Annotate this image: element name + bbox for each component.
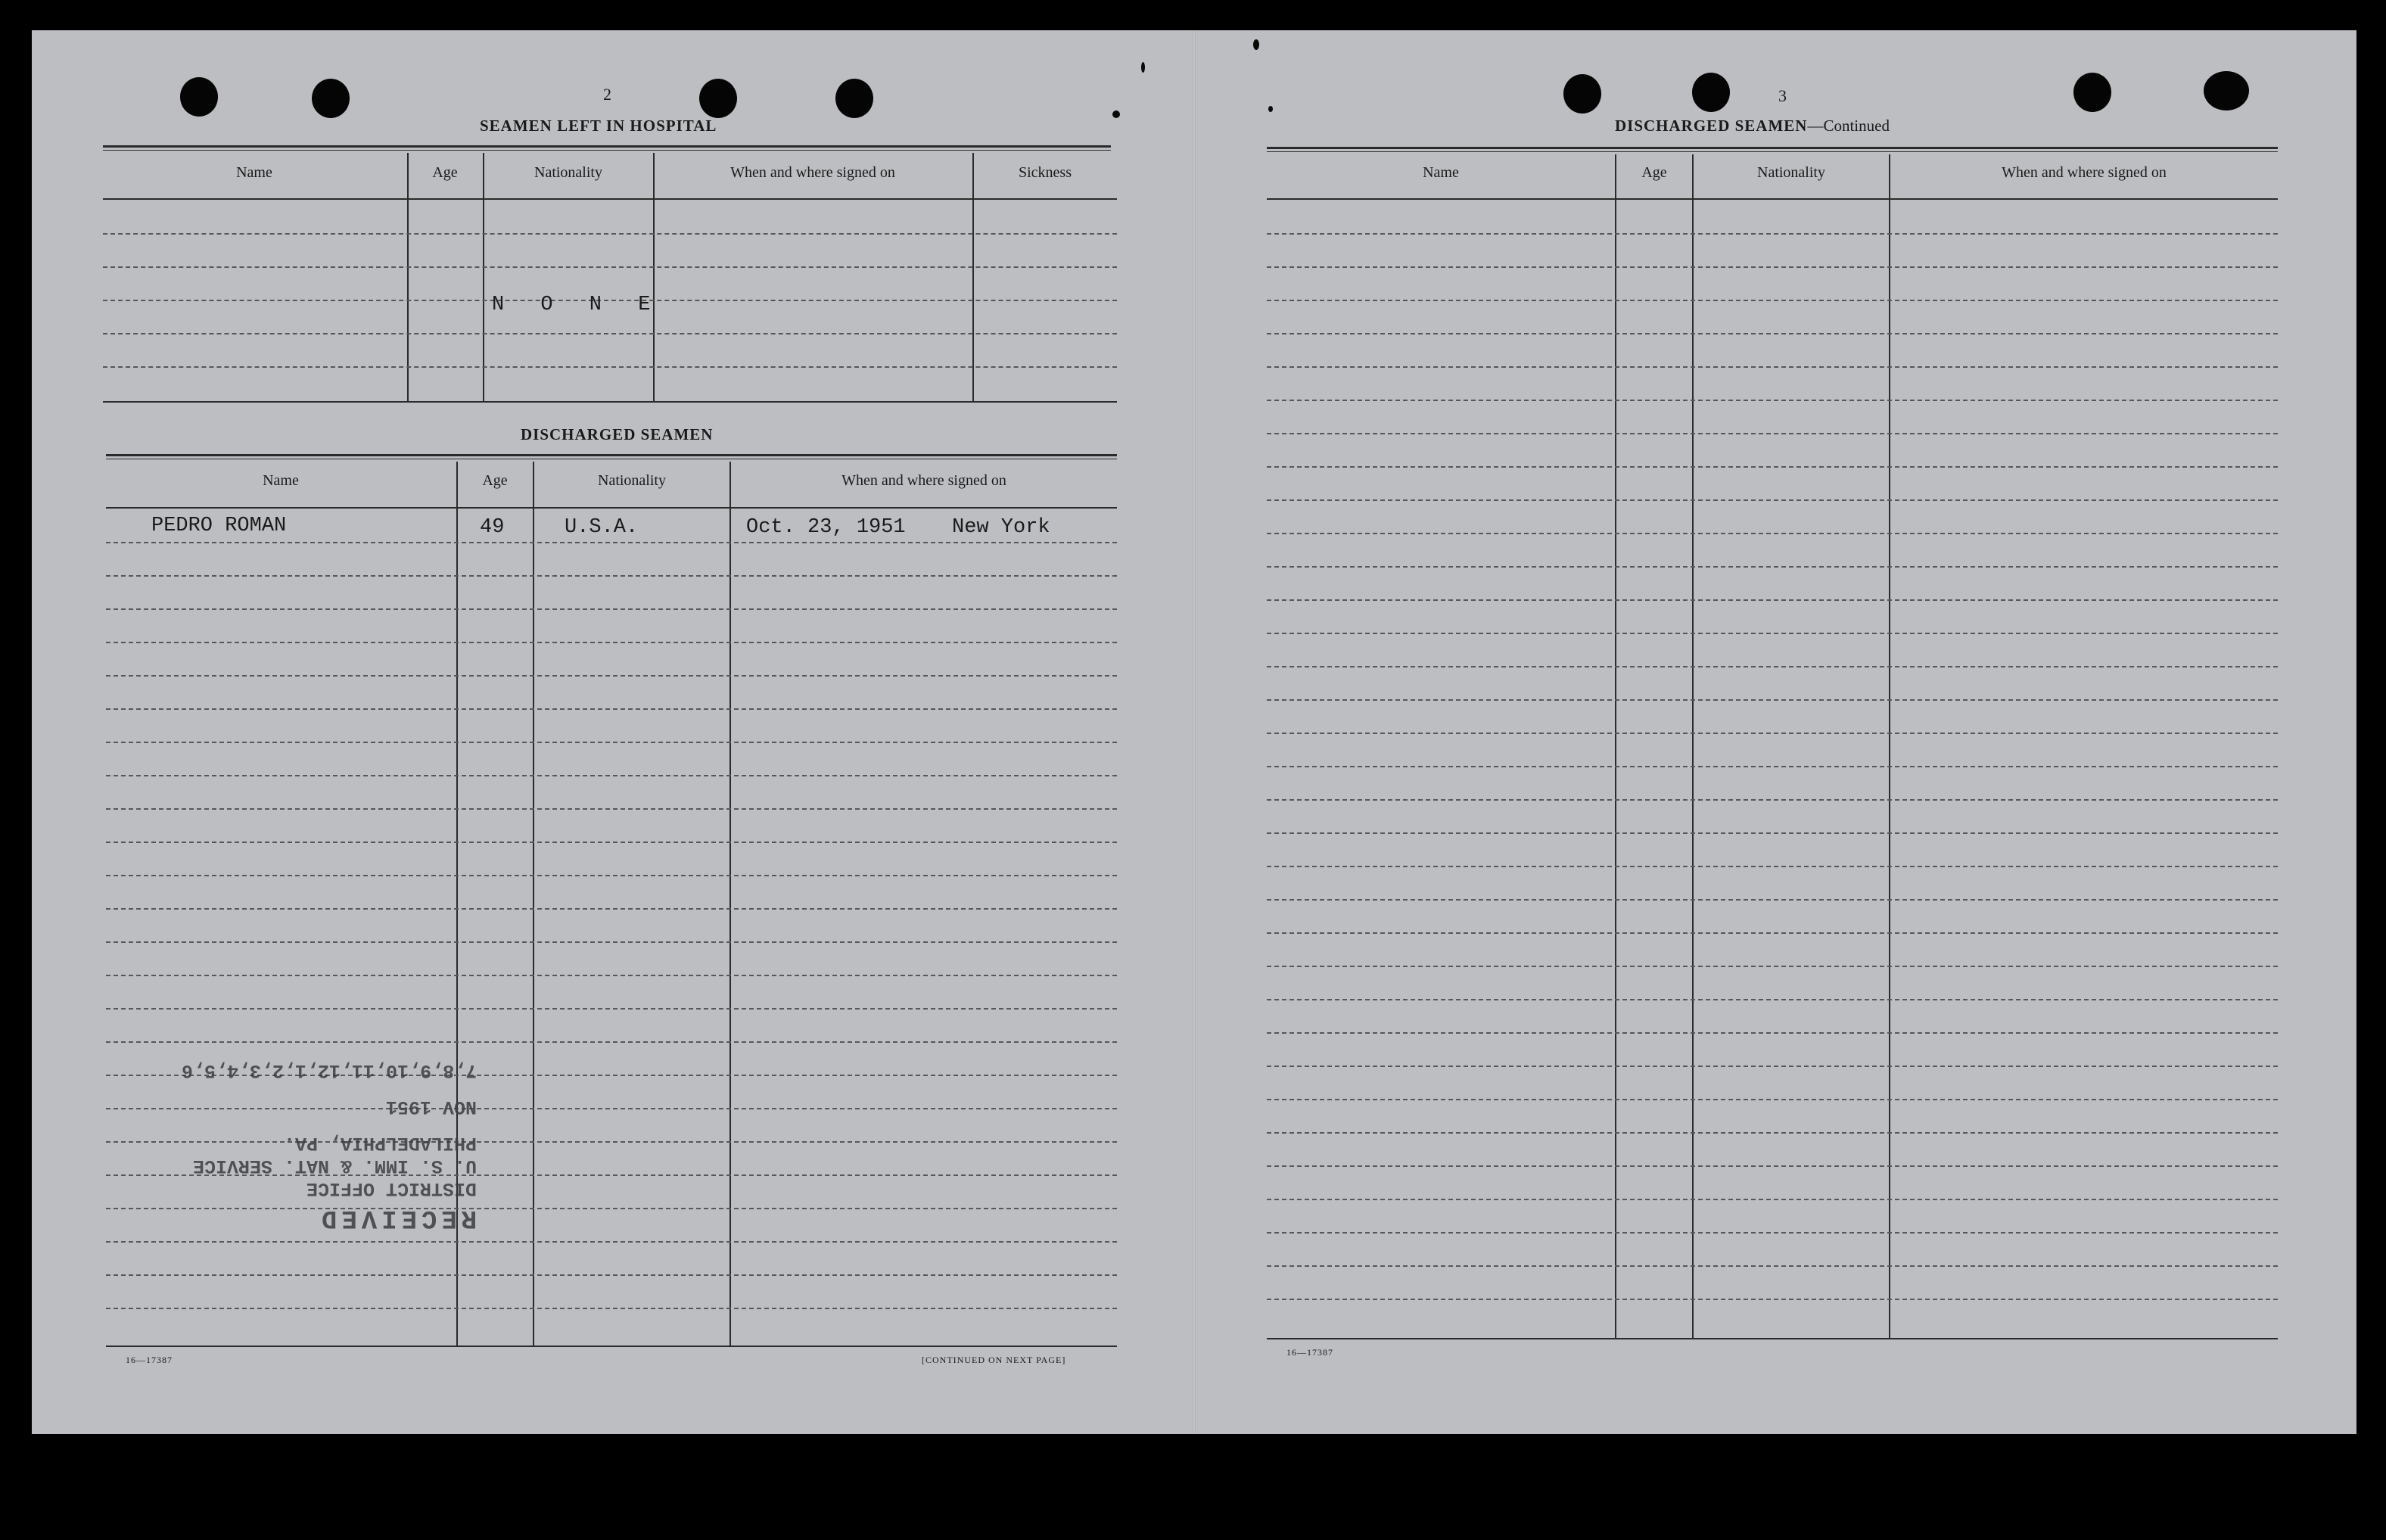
row-line (106, 1308, 1117, 1309)
continued-note: [CONTINUED ON NEXT PAGE] (922, 1355, 1066, 1365)
row-line (1267, 1165, 2278, 1167)
column-header-name: Name (236, 164, 272, 181)
column-header-nationality: Nationality (1757, 164, 1825, 181)
column-divider (1692, 154, 1694, 1339)
row-line (1267, 1032, 2278, 1034)
header-rule (106, 507, 1117, 509)
row-line (106, 708, 1117, 710)
form-number: 16—17387 (1286, 1347, 1333, 1358)
row-line (1267, 733, 2278, 734)
row-line (1267, 832, 2278, 834)
form-number: 16—17387 (126, 1355, 173, 1365)
row-line (1267, 499, 2278, 501)
stamp-text: 7,8,9,10,11,12,1,2,3,4,5,6 (181, 1059, 477, 1081)
row-line (1267, 566, 2278, 568)
column-divider (729, 462, 731, 1346)
seaman-age: 49 (480, 516, 505, 539)
column-divider (533, 462, 534, 1346)
column-header-age: Age (432, 164, 458, 181)
row-line (1267, 932, 2278, 934)
row-line (103, 333, 1117, 334)
punch-hole (1563, 74, 1601, 114)
row-line (103, 266, 1117, 268)
row-line (106, 975, 1117, 976)
column-divider (653, 153, 655, 403)
seaman-name: PEDRO ROMAN (151, 515, 287, 537)
section-rule (1267, 147, 2278, 152)
column-divider (1615, 154, 1616, 1339)
column-divider (483, 153, 484, 403)
row-line (1267, 966, 2278, 967)
row-line (106, 875, 1117, 876)
received-stamp (159, 1059, 477, 1286)
discharged-section-title: DISCHARGED SEAMEN (521, 425, 714, 443)
row-line (1267, 799, 2278, 801)
hospital-section-title: SEAMEN LEFT IN HOSPITAL (480, 117, 717, 135)
row-line (106, 1008, 1117, 1010)
section-rule (106, 454, 1117, 459)
title-main: DISCHARGED SEAMEN (1615, 117, 1808, 135)
row-line (1267, 1099, 2278, 1100)
row-line (1267, 366, 2278, 368)
punch-hole (1692, 73, 1730, 112)
ink-speck (1268, 106, 1273, 112)
row-line (1267, 1299, 2278, 1300)
column-header-signed-on: When and where signed on (2002, 164, 2167, 181)
hospital-entry-none: N O N E (492, 294, 663, 316)
row-line (1267, 233, 2278, 235)
discharged-continued-title (1615, 117, 1890, 135)
signed-on-date: Oct. 23, 1951 (746, 516, 906, 539)
column-header-nationality: Nationality (534, 164, 602, 181)
row-line (106, 542, 1117, 543)
row-line (106, 1041, 1117, 1043)
row-line (1267, 266, 2278, 268)
column-header-name: Name (1423, 164, 1459, 181)
row-line (1267, 1232, 2278, 1234)
row-line (1267, 466, 2278, 468)
row-line (106, 642, 1117, 643)
ink-speck (1141, 62, 1145, 73)
row-line (1267, 1066, 2278, 1067)
row-line (1267, 666, 2278, 667)
row-line (106, 675, 1117, 677)
row-line (1267, 766, 2278, 767)
row-line (1267, 1132, 2278, 1134)
page-number: 2 (603, 85, 611, 104)
row-line (1267, 300, 2278, 301)
column-header-age: Age (1641, 164, 1667, 181)
header-rule (103, 198, 1117, 200)
row-line (103, 366, 1117, 368)
row-line (1267, 866, 2278, 867)
punch-hole (835, 79, 873, 118)
row-line (106, 742, 1117, 743)
row-line (1267, 333, 2278, 334)
section-rule (103, 145, 1111, 151)
row-line (1267, 899, 2278, 901)
row-line (1267, 699, 2278, 701)
row-line (1267, 999, 2278, 1000)
table-bottom-rule (103, 401, 1117, 403)
table-bottom-rule (106, 1346, 1117, 1347)
title-continued: —Continued (1807, 117, 1890, 135)
row-line (106, 941, 1117, 943)
column-header-name: Name (263, 472, 299, 489)
column-divider (407, 153, 409, 403)
row-line (1267, 1199, 2278, 1200)
column-divider (1889, 154, 1890, 1339)
punch-hole (180, 77, 218, 117)
ink-speck (1253, 39, 1259, 50)
column-header-age: Age (482, 472, 508, 489)
punch-hole (2073, 73, 2111, 112)
stamp-text: PHILADELPHIA, PA. (283, 1132, 477, 1154)
punch-hole (699, 79, 737, 118)
row-line (106, 608, 1117, 610)
column-header-nationality: Nationality (598, 472, 666, 489)
column-header-sickness: Sickness (1019, 164, 1072, 181)
stamp-text: DISTRICT OFFICE (306, 1178, 477, 1199)
stamp-text: RECEIVED (316, 1203, 477, 1232)
column-header-signed-on: When and where signed on (841, 472, 1006, 489)
row-line (1267, 599, 2278, 601)
row-line (106, 775, 1117, 776)
ink-speck (1112, 110, 1120, 118)
header-rule (1267, 198, 2278, 200)
punch-hole (312, 79, 350, 118)
page-fold (1193, 30, 1196, 1434)
row-line (1267, 633, 2278, 634)
row-line (1267, 1265, 2278, 1267)
punch-hole (2204, 71, 2249, 110)
stamp-text: U. S. IMM. & NAT. SERVICE (192, 1155, 477, 1177)
row-line (1267, 400, 2278, 401)
row-line (106, 575, 1117, 577)
row-line (106, 908, 1117, 910)
stamp-text: NOV 1951 (385, 1096, 477, 1118)
row-line (1267, 433, 2278, 434)
seaman-nationality: U.S.A. (565, 516, 639, 539)
row-line (106, 808, 1117, 810)
page-number: 3 (1778, 86, 1787, 105)
row-line (1267, 533, 2278, 534)
signed-on-place: New York (952, 516, 1050, 539)
row-line (103, 233, 1117, 235)
column-divider (972, 153, 974, 403)
table-bottom-rule (1267, 1338, 2278, 1339)
column-header-signed-on: When and where signed on (730, 164, 895, 181)
row-line (106, 842, 1117, 843)
